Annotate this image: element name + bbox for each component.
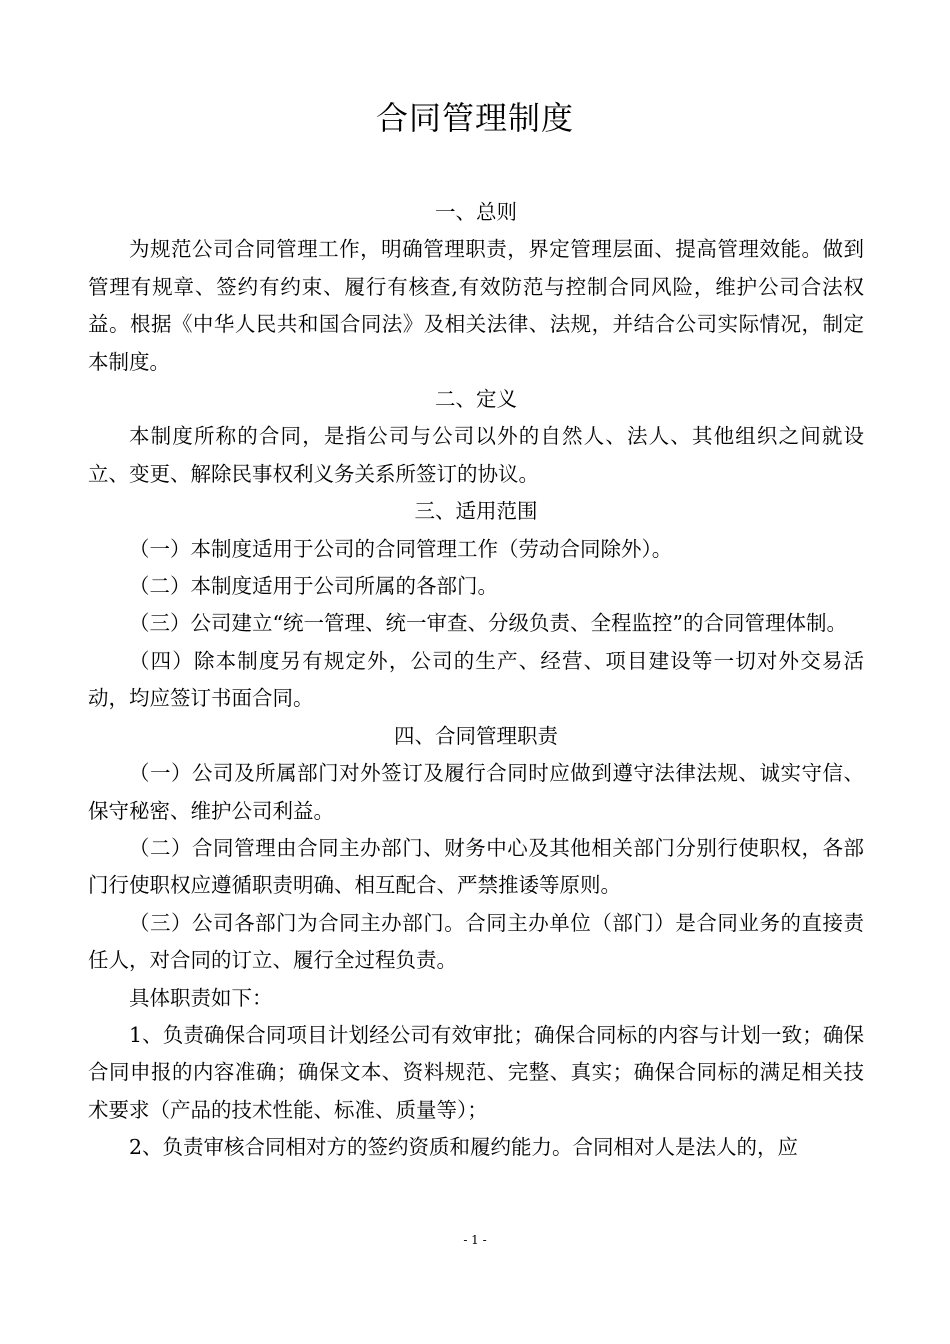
section-heading-scope: 三、适用范围 (414, 499, 538, 524)
paragraph: （一）本制度适用于公司的合同管理工作（劳动合同除外）。 (129, 536, 673, 561)
paragraph: 本制度所称的合同，是指公司与公司以外的自然人、法人、其他组织之间就设立、变更、解除民事权利义务关系所签订的协议。 (88, 424, 864, 486)
document-title: 合同管理制度 (375, 99, 574, 137)
paragraph: 1、负责确保合同项目计划经公司有效审批；确保合同标的内容与计划一致；确保合同申报的内容准确；确保文本、资料规范、完整、真实；确保合同标的满足相关技术要求（产品的技术性能、标准、质量等）； (88, 1022, 864, 1122)
paragraph: （二）本制度适用于公司所属的各部门。 (129, 574, 498, 599)
paragraph: 为规范公司合同管理工作，明确管理职责，界定管理层面、提高管理效能。做到管理有规章、签约有约束、履行有核查,有效防范与控制合同风险，维护公司合法权益。根据《中华人民共和国合同法》及相关法律、法规，并结合公司实际情况，制定本制度。 (88, 237, 864, 374)
paragraph: 具体职责如下： (129, 985, 273, 1010)
paragraph: （二）合同管理由合同主办部门、财务中心及其他相关部门分别行使职权，各部门行使职权应遵循职责明确、相互配合、严禁推诿等原则。 (88, 835, 864, 898)
paragraph: （三）公司各部门为合同主办部门。合同主办单位（部门）是合同业务的直接责任人，对合同的订立、履行全过程负责。 (88, 910, 864, 973)
paragraph: 2、负责审核合同相对方的签约资质和履约能力。合同相对人是法人的，应 (129, 1135, 799, 1160)
page-number: - 1 - (463, 1233, 487, 1247)
paragraph: （一）公司及所属部门对外签订及履行合同时应做到遵守法律法规、诚实守信、保守秘密、维护公司利益。 (88, 761, 864, 823)
section-heading-general: 一、总则 (435, 200, 517, 224)
document-body (88, 194, 864, 1167)
section-heading-responsibilities: 四、合同管理职责 (394, 723, 558, 748)
paragraph: （三）公司建立“统一管理、统一审查、分级负责、全程监控”的合同管理体制。 (129, 611, 847, 636)
paragraph: （四）除本制度另有规定外，公司的生产、经营、项目建设等一切对外交易活动，均应签订书面合同。 (88, 648, 864, 711)
section-heading-definition: 二、定义 (435, 387, 517, 412)
